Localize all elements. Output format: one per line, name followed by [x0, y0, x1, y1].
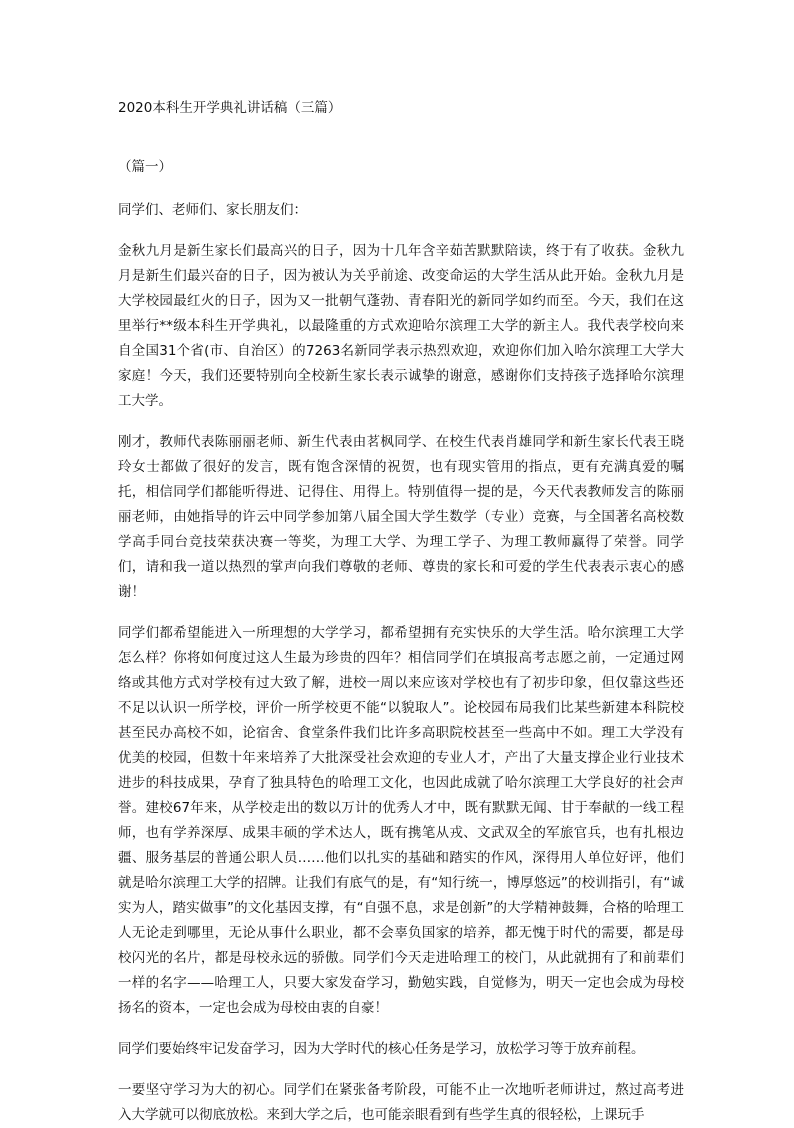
paragraph-4: 同学们要始终牢记发奋学习，因为大学时代的核心任务是学习，放松学习等于放弃前程。 — [118, 1041, 645, 1057]
document-title: 2020本科生开学典礼讲话稿（三篇） — [118, 100, 342, 116]
document-body — [118, 96, 684, 1128]
paragraph-5: 一要坚守学习为大的初心。同学们在紧张备考阶段，可能不止一次地听老师讲过，熬过高考进入大学就可以彻底放松。来到大学之后，也可能亲眼看到有些学生真的很轻松，上课玩手 — [118, 1082, 684, 1123]
greeting: 同学们、老师们、家长朋友们： — [118, 202, 307, 218]
paragraph-1: 金秋九月是新生家长们最高兴的日子，因为十几年含辛茹苦默默陪读，终于有了收获。金秋九月是新生们最兴奋的日子，因为被认为关乎前途、改变命运的大学生活从此开始。金秋九月是大学校园最红火的日子，因为又一批朝气蓬勃、青春阳光的新同学如约而至。今天，我们在这里举行**级本科生开学典礼，以最隆重的方式欢迎哈尔滨理工大学的新主人。我代表学校向来自全国31个省(市、自治区）的7263名新同学表示热烈欢迎，欢迎你们加入哈尔滨理工大学大家庭！今天，我们还要特别向全校新生家长表示诚挚的谢意，感谢你们支持孩子选择哈尔滨理工大学。 — [118, 243, 684, 409]
paragraph-3: 同学们都希望能进入一所理想的大学学习，都希望拥有充实快乐的大学生活。哈尔滨理工大学怎么样？你将如何度过这人生最为珍贵的四年？相信同学们在填报高考志愿之前，一定通过网络或其他方式对学校有过大致了解，进校一周以来应该对学校也有了初步印象，但仅靠这些还不足以认识一所学校，评价一所学校更不能“以貌取人”。论校园布局我们比某些新建本科院校甚至民办高校不如，论宿舍、食堂条件我们比许多高职院校甚至一些高中不如。理工大学没有优美的校园，但数十年来培养了大批深受社会欢迎的专业人才，产出了大量支撑企业行业技术进步的科技成果，孕育了独具特色的哈理工文化，也因此成就了哈尔滨理工大学良好的社会声誉。建校67年来，从学校走出的数以万计的优秀人才中，既有默默无闻、甘于奉献的一线工程师，也有学养深厚、成果丰硕的学术达人，既有携笔从戎、文武双全的军旅官兵，也有扎根边疆、服务基层的普通公职人员……他们以扎实的基础和踏实的作风，深得用人单位好评，他们就是哈尔滨理工大学的招牌。让我们有底气的是，有“知行统一，博厚悠远”的校训指引，有“诚实为人，踏实做事”的文化基因支撑，有“自强不息，求是创新”的大学精神鼓舞，合格的哈理工人无论走到哪里，无论从事什么职业，都不会辜负国家的培养，都无愧于时代的需要，都是母校闪光的名片，都是母校永远的骄傲。同学们今天走进哈理工的校门，从此就拥有了和前辈们一样的名字——哈理工人，只要大家发奋学习，勤勉实践，自觉修为，明天一定也会成为母校扬名的资本，一定也会成为母校由衷的自豪！ — [118, 625, 684, 1016]
section-label: （篇一） — [118, 159, 172, 175]
paragraph-2: 刚才，教师代表陈丽丽老师、新生代表由茗枫同学、在校生代表肖雄同学和新生家长代表王晓玲女士都做了很好的发言，既有饱含深情的祝贺，也有现实管用的指点，更有充满真爱的嘱托，相信同学们都能听得进、记得住、用得上。特别值得一提的是，今天代表教师发言的陈丽丽老师，由她指导的许云中同学参加第八届全国大学生数学（专业）竞赛，与全国著名高校数学高手同台竞技荣获决赛一等奖，为理工大学、为理工学子、为理工教师赢得了荣誉。同学们，请和我一道以热烈的掌声向我们尊敬的老师、尊贵的家长和可爱的学生代表表示衷心的感谢！ — [118, 434, 684, 600]
